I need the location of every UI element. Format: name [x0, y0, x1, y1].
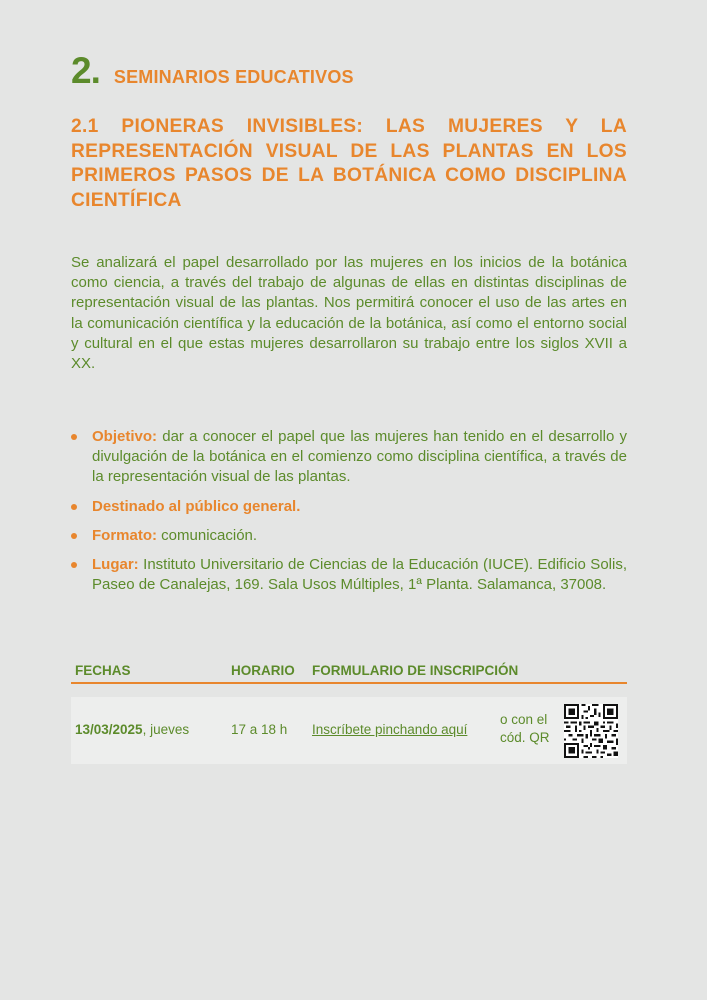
- schedule-table-row: [71, 697, 627, 764]
- detail-format: [71, 526, 627, 546]
- header-time: HORARIO: [231, 663, 295, 678]
- qr-caption-line1: o con el: [500, 712, 548, 727]
- detail-location: [71, 555, 627, 595]
- detail-label: Lugar:: [92, 556, 139, 574]
- bullet-dot-icon: [71, 504, 77, 510]
- header-form: FORMULARIO DE INSCRIPCIÓN: [312, 663, 519, 678]
- qr-caption-line2: cód. QR: [500, 730, 550, 745]
- section-number: 2.: [71, 50, 100, 91]
- weekday-value: , jueves: [142, 722, 190, 737]
- detail-text: dar a conocer el papel que las mujeres han tenido en el desarrollo y divulgación de la botánica en el comienzo como disciplina científica, a través de la representación visual de las plantas.: [92, 428, 627, 486]
- detail-audience: [71, 497, 627, 517]
- details-list: [71, 427, 627, 604]
- qr-caption: [500, 711, 550, 747]
- header-dates: FECHAS: [75, 663, 131, 678]
- section-title: SEMINARIOS EDUCATIVOS: [113, 67, 354, 87]
- date-value: 13/03/2025: [75, 722, 143, 737]
- section-heading: [71, 50, 354, 92]
- registration-link[interactable]: Inscríbete pinchando aquí: [312, 722, 468, 737]
- intro-paragraph: Se analizará el papel desarrollado por las mujeres en los inicios de la botánica como ciencia, a través del trabajo de algunas de ellas en distintas disciplinas de representación visual de las plantas. Nos permitirá conocer el uso de las artes en la comunicación científica y la educación de la botánica, así como el entorno social y cultural en el que estas mujeres desarrollaron su trabajo entre los siglos XVII a XX.: [71, 254, 627, 373]
- detail-text: comunicación.: [157, 526, 258, 544]
- bullet-dot-icon: [71, 562, 77, 568]
- detail-text: Instituto Universitario de Ciencias de la Educación (IUCE). Edificio Solis, Paseo de Canalejas, 169. Sala Usos Múltiples, 1ª Planta. Salamanca, 37008.: [92, 556, 627, 594]
- bullet-dot-icon: [71, 533, 77, 539]
- detail-objective: [71, 427, 627, 488]
- qr-code-icon[interactable]: [564, 704, 618, 758]
- time-cell: 17 a 18 h: [231, 722, 288, 737]
- schedule-table-header: [71, 662, 627, 684]
- bullet-dot-icon: [71, 434, 77, 440]
- detail-label: Objetivo:: [92, 428, 158, 445]
- date-cell: [75, 722, 189, 737]
- subsection-title: 2.1 PIONERAS INVISIBLES: LAS MUJERES Y LA REPRESENTACIÓN VISUAL DE LAS PLANTAS EN LOS PRIMEROS PASOS DE LA BOTÁNICA COMO DISCIPLINA CIENTÍFICA: [71, 116, 627, 211]
- detail-label: Formato:: [92, 526, 157, 544]
- detail-label: Destinado al público general.: [92, 497, 301, 515]
